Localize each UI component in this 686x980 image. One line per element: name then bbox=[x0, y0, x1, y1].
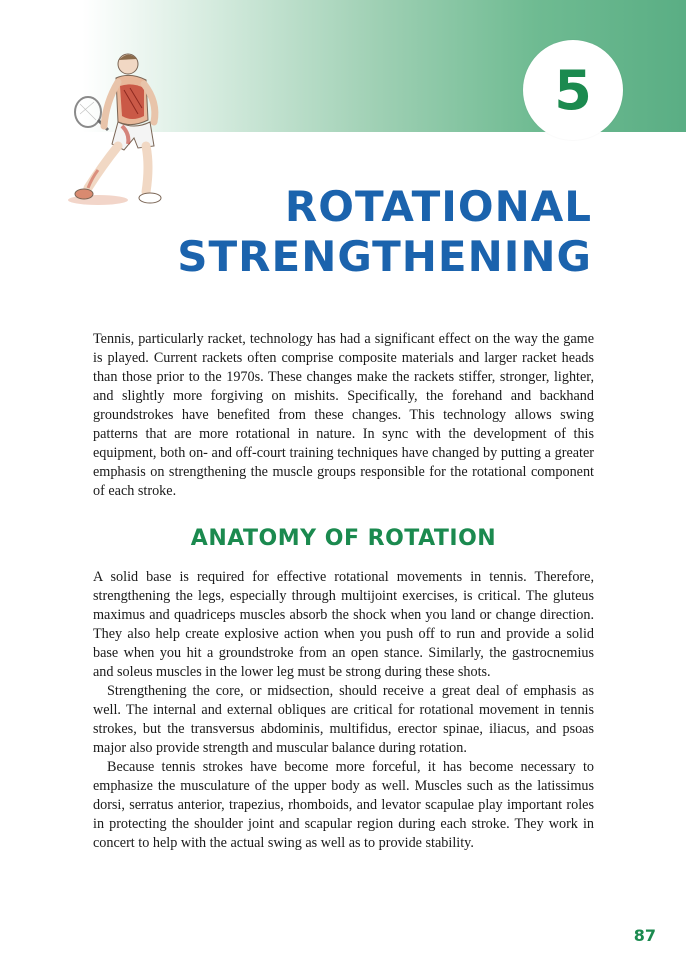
chapter-title-line-1: ROTATIONAL bbox=[284, 182, 592, 231]
tennis-player-anatomy-illustration bbox=[58, 42, 188, 212]
section-paragraph-2: Strengthening the core, or midsection, should receive a great deal of emphasis as well. The internal and external obliques are critical for rotational movement in tennis strokes, but the transversus abdominis, multifidus, erector spinae, iliacus, and psoas major also provide strength and muscular balance during rotation. bbox=[93, 683, 594, 756]
chapter-number: 5 bbox=[554, 58, 592, 122]
chapter-title bbox=[177, 182, 592, 282]
intro-paragraph: Tennis, particularly racket, technology has had a significant effect on the way the game is played. Current rackets often comprise composite materials and larger racket heads than those prior to the 1970s. These changes make the rackets stiffer, stronger, lighter, and slightly more forgiving on mishits. Specifically, the forehand and backhand groundstrokes have benefited from these changes. This technology allows swing patterns that are more rotational in nature. In sync with the development of this equipment, both on- and off-court training techniques have changed by putting a greater emphasis on strengthening the muscle groups responsible for the rotational component of each stroke. bbox=[93, 331, 594, 499]
section-body bbox=[93, 568, 594, 853]
intro-text bbox=[93, 330, 594, 501]
page-number: 87 bbox=[633, 926, 656, 945]
section-paragraph-1: A solid base is required for effective rotational movements in tennis. Therefore, strengthening the legs, especially through multijoint exercises, is critical. The gluteus maximus and quadriceps muscles absorb the shock when you land or change direction. They also help create explosive action when you push off to run and provide a solid base when you hit a groundstroke from an open stance. Similarly, the gastrocnemius and soleus muscles in the lower leg must be strong during these shots. bbox=[93, 569, 594, 680]
chapter-title-line-2: STRENGTHENING bbox=[177, 232, 592, 281]
section-heading: ANATOMY OF ROTATION bbox=[190, 526, 497, 551]
section-paragraph-3: Because tennis strokes have become more forceful, it has become necessary to emphasize the musculature of the upper body as well. Muscles such as the latissimus dorsi, serratus anterior, trapezius, rhomboids, and levator scapulae play important roles in protecting the shoulder joint and scapular region during each stroke. They work in concert to help with the actual swing as well as to provide stability. bbox=[93, 759, 594, 851]
chapter-number-badge bbox=[523, 40, 623, 140]
